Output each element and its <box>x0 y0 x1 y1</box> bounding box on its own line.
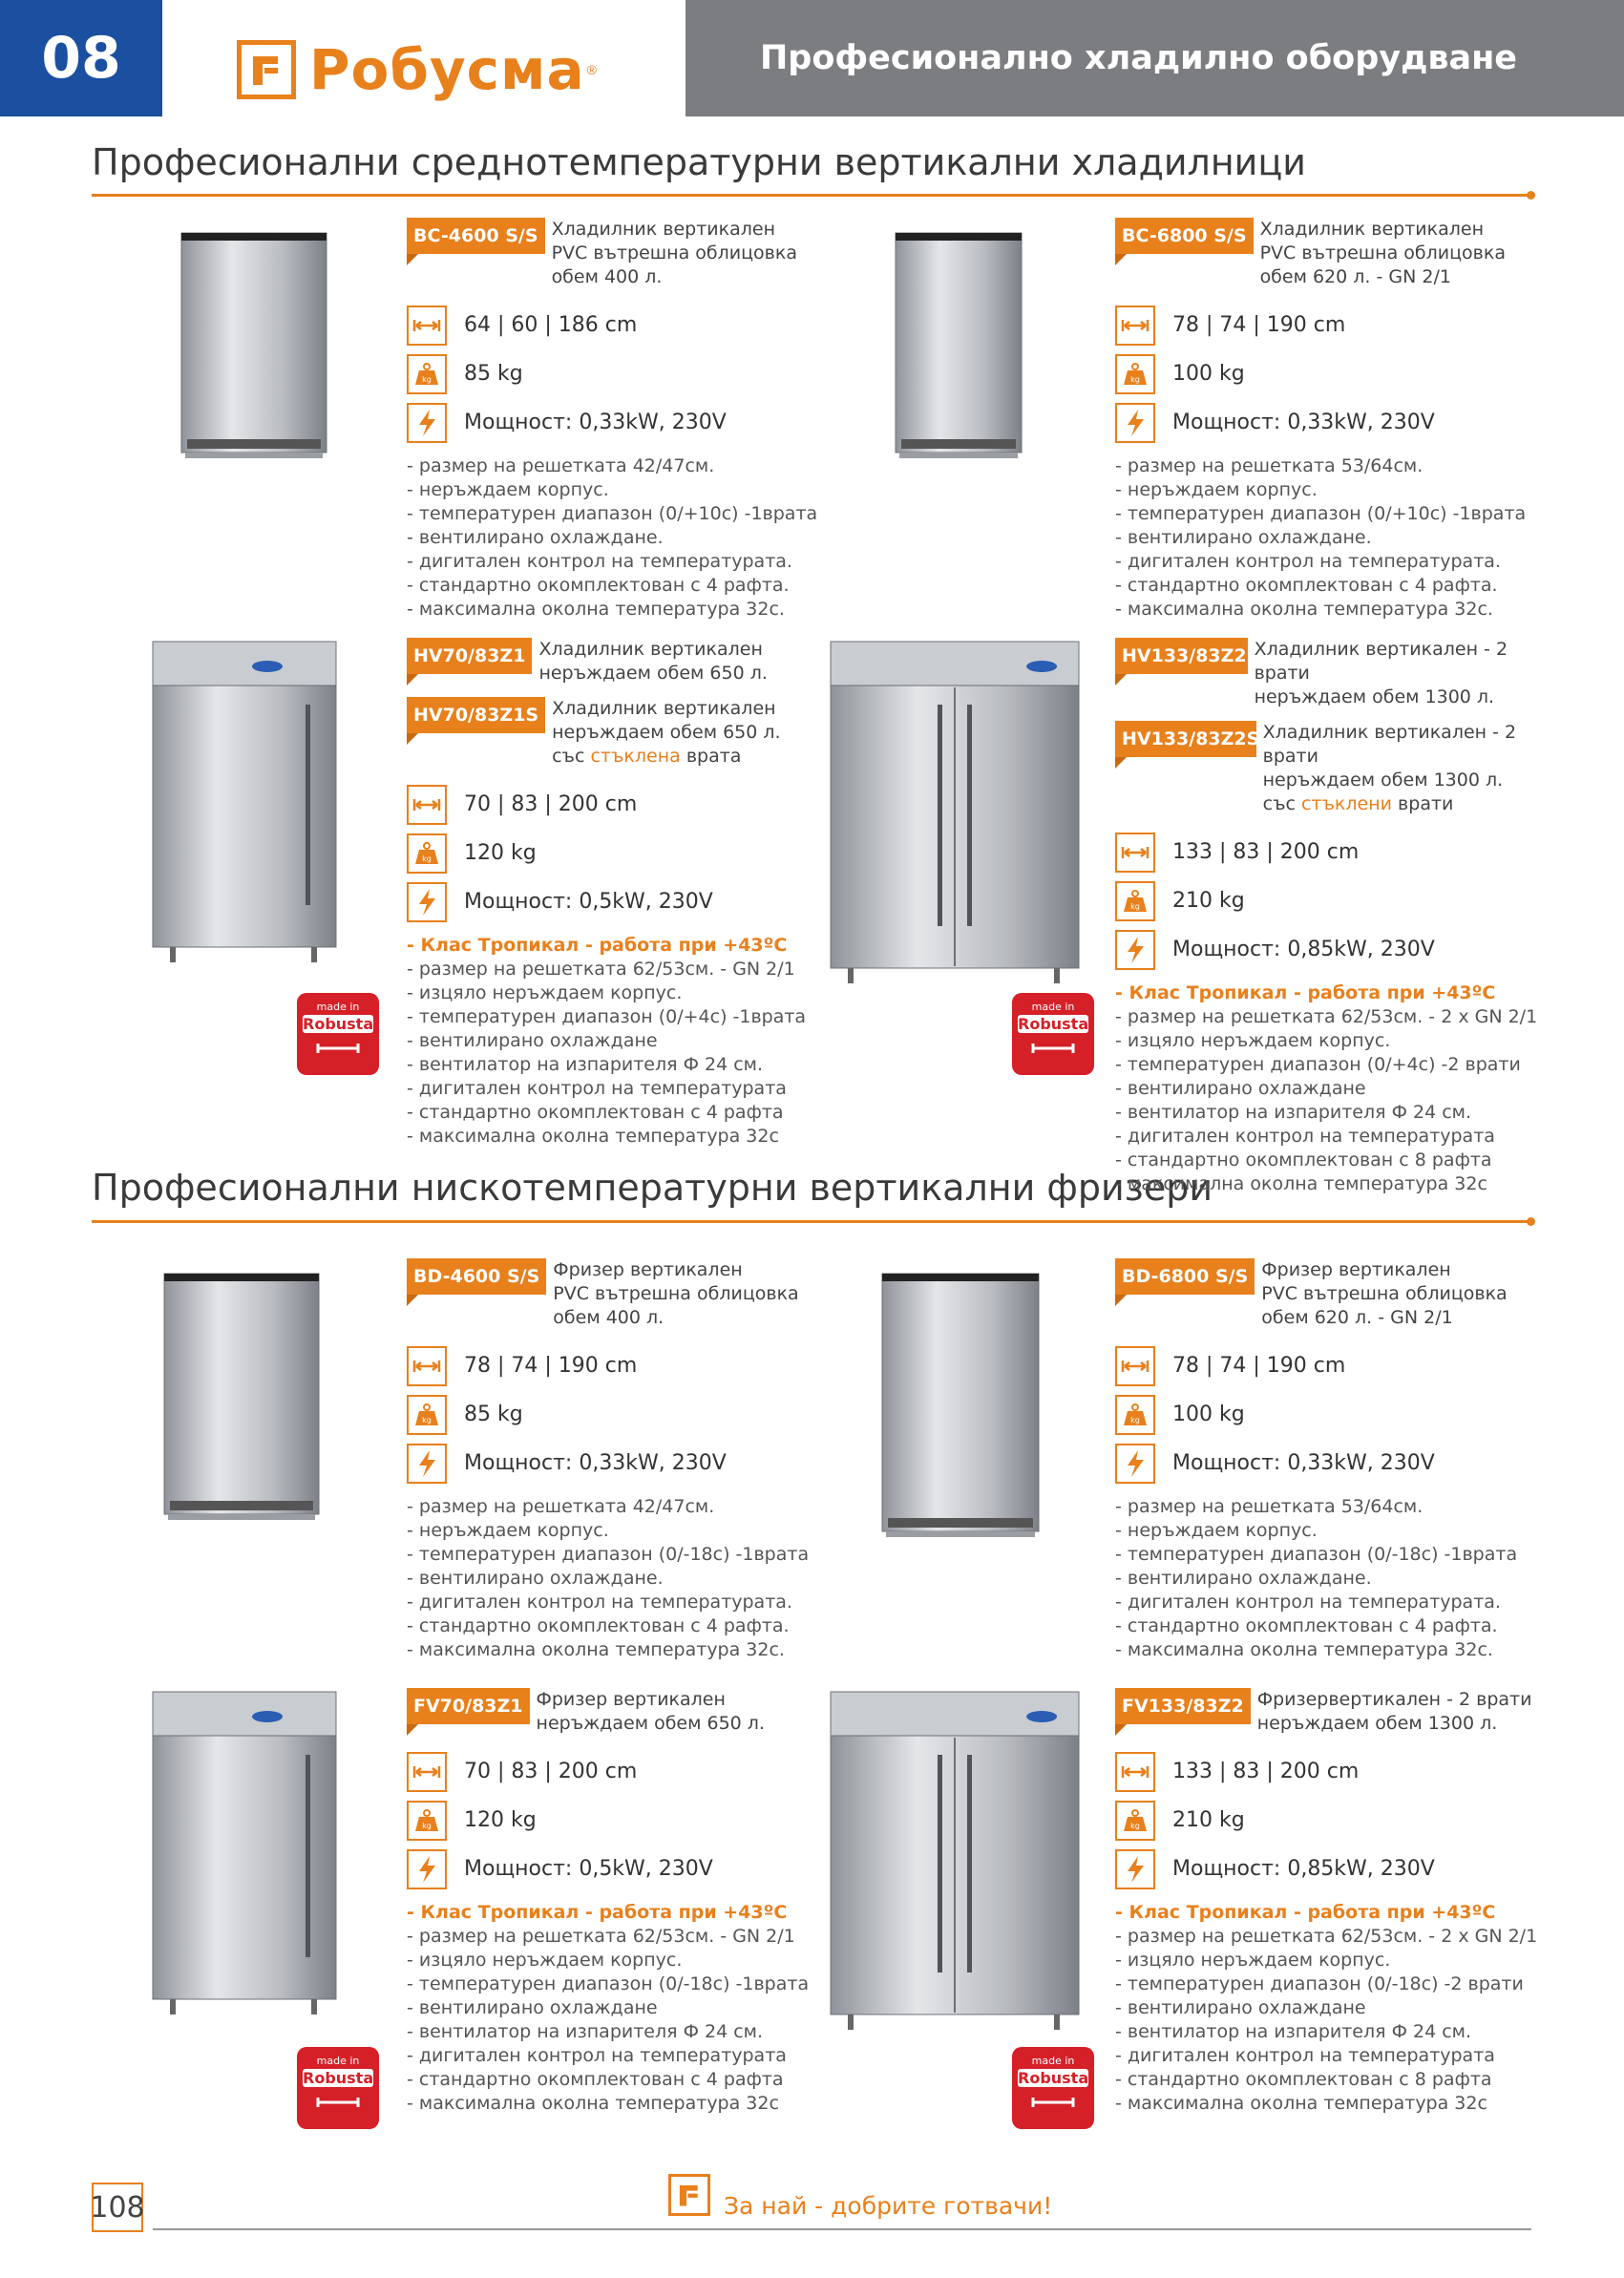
feature-item: - неръждаем корпус. <box>407 1520 609 1541</box>
product-card <box>92 1688 810 2184</box>
spec-dimensions-value: 70 | 83 | 200 cm <box>464 792 638 816</box>
feature-item: - вентилатор на изпарителя Ф 24 см. <box>407 2021 764 2042</box>
feature-list <box>1115 1901 1554 2116</box>
made-in-robusta-badge <box>1012 2047 1094 2129</box>
feature-item: - вентилирано охлаждане. <box>1115 1568 1372 1589</box>
spec-dimensions <box>1115 1747 1554 1796</box>
spec-power-value: Мощност: 0,5kW, 230V <box>464 1857 713 1881</box>
product-card <box>800 1258 1518 1755</box>
model-code-badge: BC-4600 S/S <box>407 218 545 254</box>
model-description <box>1263 721 1554 816</box>
feature-list <box>407 454 846 622</box>
feature-item: - вентилирано охлаждане. <box>407 527 664 548</box>
svg-text:kg: kg <box>1130 901 1140 911</box>
model-description-line: PVC вътрешна облицовка <box>1259 243 1506 264</box>
feature-item: - размер на решетката 53/64см. <box>1115 1496 1424 1517</box>
feature-list <box>407 1495 846 1662</box>
width-arrows-icon <box>1115 833 1155 873</box>
spec-dimensions <box>407 1747 846 1796</box>
product-card <box>92 1258 810 1755</box>
feature-item: - стандартно окомплектован с 8 рафта <box>1115 1150 1492 1171</box>
spec-power-value: Мощност: 0,85kW, 230V <box>1172 1857 1435 1881</box>
spec-dimensions-value: 78 | 74 | 190 cm <box>1172 313 1346 337</box>
model-row <box>1115 218 1554 289</box>
spec-power-value: Мощност: 0,33kW, 230V <box>464 1451 727 1475</box>
spec-weight-value: 100 kg <box>1172 362 1245 386</box>
footer-slogan: За най - добрите готвачи! <box>724 2192 1053 2220</box>
feature-item: - стандартно окомплектован с 4 рафта <box>407 1102 784 1123</box>
feature-item: - стандартно окомплектован с 8 рафта <box>1115 2069 1492 2090</box>
model-code-badge: BD-4600 S/S <box>407 1258 546 1295</box>
width-arrows-icon <box>1115 306 1155 346</box>
model-code-badge: HV133/83Z2S <box>1115 721 1256 757</box>
model-description-line: PVC вътрешна облицовка <box>551 243 797 264</box>
feature-item: - дигитален контрол на температурата <box>407 2045 787 2066</box>
product-info <box>1115 218 1554 622</box>
feature-item: - температурен диапазон (0/-18с) -2 врати <box>1115 1973 1524 1994</box>
feature-item: - температурен диапазон (0/+4с) -1врата <box>407 1006 807 1027</box>
feature-item: - размер на решетката 62/53см. - 2 x GN 2/1 <box>1115 1006 1538 1027</box>
feature-item: - вентилирано охлаждане <box>407 1030 658 1051</box>
spec-dimensions <box>1115 828 1554 876</box>
made-in-robusta-badge <box>297 993 379 1075</box>
feature-item: - изцяло неръждаем корпус. <box>407 982 683 1003</box>
spec-weight <box>1115 1390 1554 1439</box>
footer-divider <box>153 2228 1531 2230</box>
wrench-icon <box>297 1041 379 1059</box>
spec-power <box>407 1439 846 1487</box>
model-description-line: обем 400 л. <box>553 1307 664 1328</box>
feature-item: - неръждаем корпус. <box>1115 479 1318 500</box>
model-description-line: Фризер вертикален <box>553 1259 743 1280</box>
tropical-class-note: - Клас Тропикал - работа при +43ºC <box>1115 1902 1496 1923</box>
model-description <box>1257 1688 1532 1736</box>
weight-icon <box>1115 881 1155 921</box>
made-in-label: made in <box>1031 1001 1075 1013</box>
feature-item: - изцяло неръждаем корпус. <box>407 1950 683 1971</box>
product-card <box>800 1688 1538 2184</box>
made-in-label: made in <box>316 1001 360 1013</box>
spec-weight-value: 120 kg <box>464 841 537 865</box>
spec-weight-value: 210 kg <box>1172 1808 1245 1832</box>
tropical-class-note: - Клас Тропикал - работа при +43ºC <box>407 1902 788 1923</box>
feature-item: - неръждаем корпус. <box>1115 1520 1318 1541</box>
feature-list <box>407 1901 846 2116</box>
svg-text:kg: kg <box>422 374 432 384</box>
feature-item: - дигитален контрол на температурата. <box>1115 1592 1501 1613</box>
model-code-badge: HV70/83Z1S <box>407 697 545 733</box>
lightning-icon <box>1115 1444 1155 1484</box>
model-description <box>552 218 797 289</box>
made-in-label: made in <box>1031 2055 1075 2067</box>
feature-item: - максимална околна температура 32с. <box>1115 599 1493 620</box>
feature-item: - размер на решетката 42/47см. <box>407 455 715 476</box>
model-description <box>1255 638 1554 709</box>
model-description-line: Фризер вертикален <box>536 1689 726 1710</box>
feature-item: - температурен диапазон (0/+10с) -1врата <box>407 503 818 524</box>
spec-dimensions <box>1115 1341 1554 1390</box>
section-divider <box>92 194 1531 197</box>
weight-icon <box>407 833 447 874</box>
lightning-icon <box>1115 1849 1155 1889</box>
model-description-line: неръждаем обем 650 л. <box>536 1713 765 1734</box>
spec-weight <box>1115 349 1554 398</box>
model-description-line: неръждаем обем 1300 л. <box>1254 686 1495 707</box>
feature-item: - температурен диапазон (0/-18с) -1врата <box>407 1544 810 1565</box>
feature-item: - изцяло неръждаем корпус. <box>1115 1950 1391 1971</box>
tropical-class-note: - Клас Тропикал - работа при +43ºC <box>407 935 788 956</box>
model-description-line: Фризервертикален - 2 врати <box>1256 1689 1532 1710</box>
feature-item: - максимална околна температура 32с <box>1115 2093 1487 2114</box>
model-description-line: PVC вътрешна облицовка <box>1261 1283 1508 1304</box>
lightning-icon <box>407 1849 447 1889</box>
spec-weight-value: 100 kg <box>1172 1403 1245 1426</box>
model-description-line: неръждаем обем 650 л. <box>552 722 781 743</box>
glass-door-suffix: врати <box>1392 793 1454 814</box>
spec-power <box>407 398 846 447</box>
glass-door-line <box>1263 792 1554 816</box>
model-description-line: неръждаем обем 1300 л. <box>1256 1713 1498 1734</box>
made-in-brand: Robusta <box>303 2069 374 2087</box>
product-info <box>407 638 846 1149</box>
width-arrows-icon <box>1115 1752 1155 1792</box>
spec-power <box>407 877 846 926</box>
spec-dimensions <box>1115 301 1554 349</box>
model-description-line: PVC вътрешна облицовка <box>553 1283 799 1304</box>
model-code-badge: HV70/83Z1 <box>407 638 532 674</box>
made-in-brand: Robusta <box>303 1015 374 1033</box>
feature-item: - дигитален контрол на температурата. <box>1115 551 1501 572</box>
feature-item: - вентилирано охлаждане <box>1115 1078 1366 1099</box>
feature-item: - размер на решетката 62/53см. - GN 2/1 <box>407 1926 795 1947</box>
svg-text:kg: kg <box>422 1415 432 1424</box>
lightning-icon <box>407 1444 447 1484</box>
feature-item: - температурен диапазон (0/-18с) -1врата <box>1115 1544 1518 1565</box>
feature-item: - размер на решетката 62/53см. - GN 2/1 <box>407 959 795 980</box>
made-in-brand: Robusta <box>1018 2069 1089 2087</box>
weight-icon <box>1115 1395 1155 1435</box>
width-arrows-icon <box>407 306 447 346</box>
glass-door-line <box>552 745 780 769</box>
spec-weight <box>1115 1796 1554 1845</box>
spec-weight <box>407 1796 846 1845</box>
feature-item: - вентилирано охлаждане. <box>1115 527 1372 548</box>
glass-door-prefix: със <box>552 746 591 767</box>
spec-dimensions <box>407 780 846 829</box>
model-code-badge: FV133/83Z2 <box>1115 1688 1251 1724</box>
spec-power-value: Мощност: 0,33kW, 230V <box>1172 411 1435 434</box>
wrench-icon <box>297 2095 379 2113</box>
spec-dimensions-value: 133 | 83 | 200 cm <box>1172 840 1360 864</box>
lightning-icon <box>1115 403 1155 443</box>
model-row <box>1115 1258 1554 1330</box>
model-description <box>537 1688 765 1736</box>
model-code-badge: BC-6800 S/S <box>1115 218 1254 254</box>
feature-item: - вентилатор на изпарителя Ф 24 см. <box>407 1054 764 1075</box>
feature-item: - температурен диапазон (0/+10с) -1врата <box>1115 503 1527 524</box>
feature-list <box>1115 454 1554 622</box>
feature-item: - размер на решетката 42/47см. <box>407 1496 715 1517</box>
weight-icon <box>407 354 447 394</box>
section-title-refrigerators: Професионални среднотемпературни вертикални хладилници <box>92 141 1306 183</box>
feature-item: - максимална околна температура 32с. <box>407 1639 785 1660</box>
spec-dimensions-value: 64 | 60 | 186 cm <box>464 313 638 337</box>
spec-dimensions <box>407 301 846 349</box>
glass-door-suffix: врата <box>680 746 742 767</box>
glass-door-word: стъклени <box>1300 793 1393 814</box>
width-arrows-icon <box>407 785 447 825</box>
weight-icon <box>1115 354 1155 394</box>
spec-weight <box>407 349 846 398</box>
svg-text:kg: kg <box>1130 374 1140 384</box>
made-in-robusta-badge <box>1012 993 1094 1075</box>
spec-weight <box>407 1390 846 1439</box>
feature-item: - размер на решетката 62/53см. - 2 x GN 2/1 <box>1115 1926 1538 1947</box>
product-card <box>800 638 1538 1194</box>
lightning-icon <box>407 882 447 922</box>
feature-list <box>407 934 846 1149</box>
tropical-class-note: - Клас Тропикал - работа при +43ºC <box>1115 982 1496 1003</box>
spec-dimensions-value: 133 | 83 | 200 cm <box>1172 1760 1360 1783</box>
feature-item: - вентилатор на изпарителя Ф 24 см. <box>1115 2021 1472 2042</box>
product-info <box>1115 1688 1554 2116</box>
made-in-brand: Robusta <box>1018 1015 1089 1033</box>
spec-power-value: Мощност: 0,5kW, 230V <box>464 890 713 914</box>
feature-item: - вентилатор на изпарителя Ф 24 см. <box>1115 1102 1472 1123</box>
model-description <box>538 638 767 686</box>
feature-item: - стандартно окомплектован с 4 рафта. <box>1115 1615 1498 1636</box>
section-divider <box>92 1220 1531 1223</box>
model-row <box>407 697 846 769</box>
model-description <box>1260 218 1506 289</box>
chapter-number: 08 <box>0 0 162 116</box>
feature-item: - стандартно окомплектован с 4 рафта <box>407 2069 784 2090</box>
feature-item: - вентилирано охлаждане <box>1115 1997 1366 2018</box>
width-arrows-icon <box>407 1346 447 1386</box>
model-description-line: Хладилник вертикален <box>551 219 776 240</box>
feature-item: - максимална околна температура 32с. <box>407 599 785 620</box>
spec-dimensions <box>407 1341 846 1390</box>
svg-text:kg: kg <box>422 854 432 863</box>
spec-weight-value: 210 kg <box>1172 889 1245 913</box>
weight-icon <box>1115 1801 1155 1841</box>
wrench-icon <box>1012 2095 1094 2113</box>
model-code-badge: BD-6800 S/S <box>1115 1258 1255 1295</box>
spec-power-value: Мощност: 0,33kW, 230V <box>464 411 727 434</box>
glass-door-prefix: със <box>1262 793 1301 814</box>
weight-icon <box>407 1801 447 1841</box>
feature-item: - максимална околна температура 32с <box>1115 1173 1487 1194</box>
product-info <box>1115 1258 1554 1662</box>
model-code-badge: FV70/83Z1 <box>407 1688 530 1724</box>
model-description-line: обем 400 л. <box>551 266 663 287</box>
product-image <box>149 638 340 977</box>
section-title-freezers: Професионални нискотемпературни вертикални фризери <box>92 1167 1213 1209</box>
spec-power-value: Мощност: 0,85kW, 230V <box>1172 938 1435 961</box>
model-row <box>407 638 846 686</box>
feature-item: - дигитален контрол на температурата <box>407 1078 787 1099</box>
product-info <box>407 218 846 622</box>
weight-icon <box>407 1395 447 1435</box>
model-description-line: Хладилник вертикален <box>538 639 763 660</box>
brand-logo <box>237 36 597 103</box>
wrench-icon <box>1012 1041 1094 1059</box>
section-header-title: Професионално хладилно оборудване <box>760 39 1518 77</box>
spec-weight <box>1115 876 1554 925</box>
product-image <box>827 1688 1083 2044</box>
model-description-line: Хладилник вертикален <box>552 698 776 719</box>
feature-item: - вентилирано охлаждане <box>407 1997 658 2018</box>
feature-list <box>1115 1495 1554 1662</box>
made-in-label: made in <box>316 2055 360 2067</box>
spec-dimensions-value: 70 | 83 | 200 cm <box>464 1760 638 1783</box>
model-description <box>552 697 780 769</box>
feature-item: - размер на решетката 53/64см. <box>1115 455 1424 476</box>
spec-weight-value: 85 kg <box>464 1403 523 1426</box>
product-image <box>827 638 1083 998</box>
feature-item: - стандартно окомплектован с 4 рафта. <box>407 1615 790 1636</box>
model-row <box>407 1258 846 1330</box>
model-description-line: Хладилник вертикален - 2 врати <box>1262 722 1517 767</box>
spec-power <box>1115 1439 1554 1487</box>
lightning-icon <box>407 403 447 443</box>
feature-item: - дигитален контрол на температурата <box>1115 2045 1495 2066</box>
model-row <box>407 218 846 289</box>
product-image <box>149 1688 340 2029</box>
feature-item: - дигитален контрол на температурата <box>1115 1126 1495 1147</box>
spec-weight-value: 120 kg <box>464 1808 537 1832</box>
page-number: 108 <box>92 2183 143 2232</box>
feature-item: - стандартно окомплектован с 4 рафта. <box>407 575 790 596</box>
model-code-badge: HV133/83Z2 <box>1115 638 1248 674</box>
feature-item: - изцяло неръждаем корпус. <box>1115 1030 1391 1051</box>
width-arrows-icon <box>1115 1346 1155 1386</box>
model-row <box>1115 721 1554 816</box>
spec-power-value: Мощност: 0,33kW, 230V <box>1172 1451 1435 1475</box>
feature-item: - неръждаем корпус. <box>407 479 609 500</box>
product-image <box>892 229 1025 473</box>
feature-item: - дигитален контрол на температурата. <box>407 551 792 572</box>
model-description-line: Хладилник вертикален - 2 врати <box>1254 639 1508 684</box>
spec-dimensions-value: 78 | 74 | 190 cm <box>1172 1354 1346 1378</box>
spec-power <box>1115 925 1554 974</box>
feature-item: - максимална околна температура 32с <box>407 1126 779 1147</box>
spec-power <box>407 1845 846 1893</box>
feature-item: - вентилирано охлаждане. <box>407 1568 664 1589</box>
feature-item: - максимална околна температура 32с <box>407 2093 779 2114</box>
svg-text:kg: kg <box>1130 1821 1140 1830</box>
model-description-line: неръждаем обем 1300 л. <box>1262 770 1504 791</box>
spec-power <box>1115 398 1554 447</box>
product-image <box>878 1270 1043 1551</box>
model-description-line: обем 620 л. - GN 2/1 <box>1259 266 1451 287</box>
model-description-line: Фризер вертикален <box>1261 1259 1451 1280</box>
product-image <box>178 229 330 473</box>
feature-item: - стандартно окомплектован с 4 рафта. <box>1115 575 1498 596</box>
made-in-robusta-badge <box>297 2047 379 2129</box>
model-row <box>1115 1688 1554 1736</box>
glass-door-word: стъклена <box>590 746 681 767</box>
width-arrows-icon <box>407 1752 447 1792</box>
feature-item: - дигитален контрол на температурата. <box>407 1592 792 1613</box>
model-description-line: обем 620 л. - GN 2/1 <box>1261 1307 1453 1328</box>
model-row <box>407 1688 846 1736</box>
robusma-logo-icon <box>668 2174 710 2216</box>
robusma-logo-icon <box>237 40 296 99</box>
svg-text:kg: kg <box>422 1821 432 1830</box>
brand-name: Робусма <box>309 37 585 102</box>
section-header <box>685 0 1624 116</box>
spec-power <box>1115 1845 1554 1893</box>
feature-item: - температурен диапазон (0/+4с) -2 врати <box>1115 1054 1521 1075</box>
product-info <box>407 1688 846 2116</box>
product-info <box>407 1258 846 1662</box>
model-description-line: неръждаем обем 650 л. <box>538 663 768 684</box>
feature-list <box>1115 981 1554 1196</box>
model-row <box>1115 638 1554 709</box>
registered-mark: ® <box>586 62 597 77</box>
model-description-line: Хладилник вертикален <box>1259 219 1485 240</box>
spec-weight-value: 85 kg <box>464 362 523 386</box>
model-description <box>1261 1258 1507 1330</box>
feature-item: - максимална околна температура 32с. <box>1115 1639 1493 1660</box>
model-description <box>553 1258 798 1330</box>
spec-dimensions-value: 78 | 74 | 190 cm <box>464 1354 638 1378</box>
product-image <box>160 1270 323 1534</box>
product-info <box>1115 638 1554 1196</box>
spec-weight <box>407 829 846 877</box>
product-card <box>92 638 807 1147</box>
feature-item: - температурен диапазон (0/-18с) -1врата <box>407 1973 810 1994</box>
lightning-icon <box>1115 930 1155 970</box>
svg-text:kg: kg <box>1130 1415 1140 1424</box>
